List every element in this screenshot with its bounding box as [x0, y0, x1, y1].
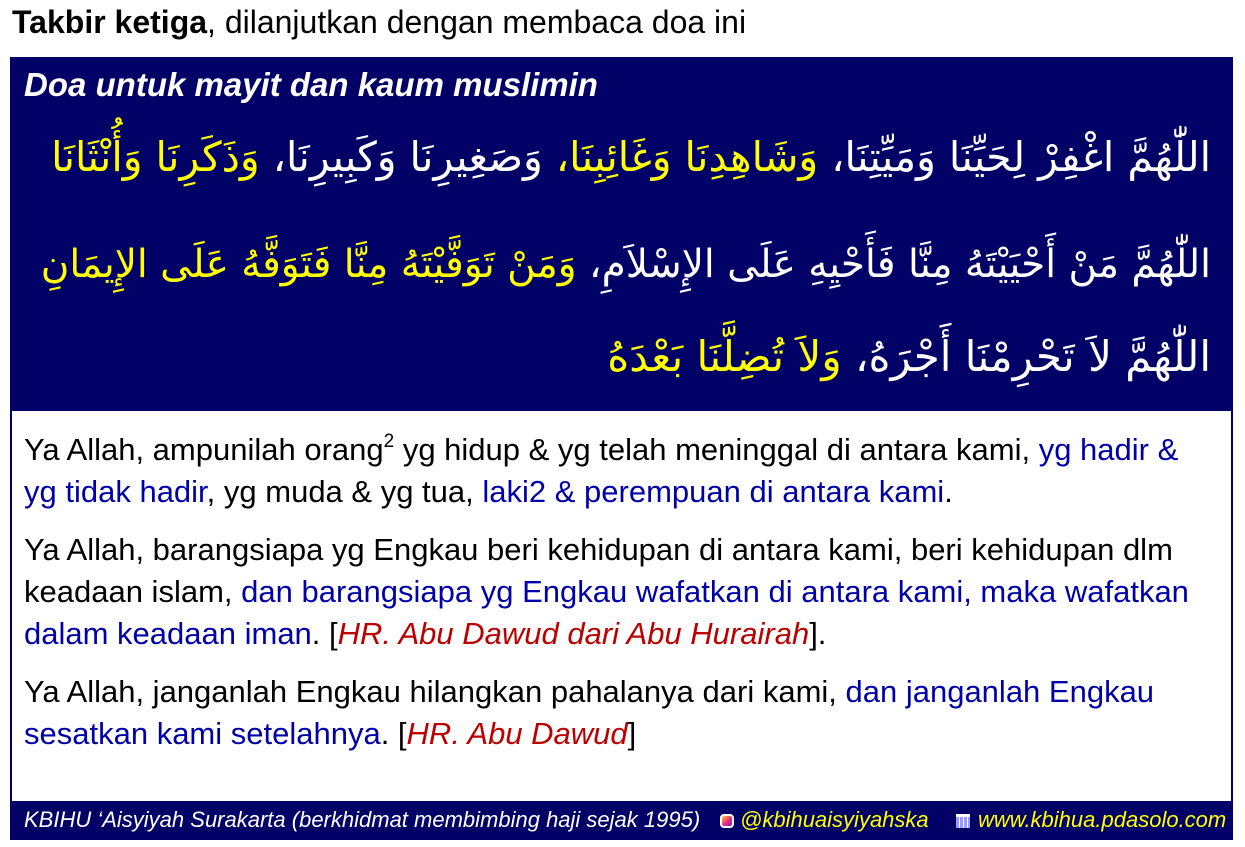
translation-paragraph-1 [24, 429, 1219, 513]
instagram-handle[interactable]: @kbihuaisyiyahska [740, 807, 929, 832]
arabic-segment-highlight: وَلاَ تُضِلَّنَا بَعْدَهُ [607, 332, 842, 381]
arabic-segment-highlight: وَشَاهِدِنَا وَغَائِبِنَا، [555, 133, 819, 181]
arabic-line-2 [41, 235, 1211, 295]
prayer-card [10, 57, 1233, 840]
footer-bar [12, 801, 1231, 838]
text-run: Ya Allah, barangsiapa yg Engkau beri kehidupan di antara kami, beri kehidupan dlm keadaan islam, [24, 532, 1173, 609]
arabic-panel [12, 59, 1231, 411]
text-run-highlight: yg hadir & yg tidak hadir [24, 432, 1179, 509]
arabic-segment: اللّٰهُمَّ مَنْ أَحْيَيْتَهُ مِنَّا فَأَحْيِهِ عَلَى الإِسْلاَمِ، [576, 242, 1211, 287]
footer-organization: KBIHU ‘Aisyiyah Surakarta (berkhidmat membimbing haji sejak 1995) [24, 807, 701, 832]
text-run: Ya Allah, janganlah Engkau hilangkan pahalanya dari kami, [24, 674, 846, 709]
translation-paragraph-3 [24, 671, 1219, 755]
arabic-segment-highlight: وَذَكَرِنَا وَأُنْثَانَا [51, 133, 260, 181]
text-run-highlight: dan janganlah Engkau sesatkan kami setelahnya [24, 674, 1155, 751]
text-run: Ya Allah, ampunilah orang [24, 432, 384, 467]
arabic-segment: وَصَغِيرِنَا وَكَبِيرِنَا، [259, 133, 556, 181]
citation: HR. Abu Dawud [406, 716, 628, 751]
website-link[interactable]: www.kbihua.pdasolo.com [978, 807, 1227, 832]
text-run: ]. [809, 616, 827, 651]
text-run: yg hidup & yg telah meninggal di antara kami, [394, 432, 1039, 467]
text-run: . [ [311, 616, 338, 651]
translation-block [24, 429, 1219, 771]
panel-title: Doa untuk mayit dan kaum muslimin [24, 66, 598, 103]
arabic-segment: اللّٰهُمَّ لاَ تَحْرِمْنَا أَجْرَهُ، [841, 332, 1211, 381]
arabic-line-3 [607, 327, 1211, 387]
footer-instagram[interactable] [720, 801, 929, 838]
superscript: 2 [383, 431, 395, 452]
text-run: . [ [380, 716, 407, 751]
text-run: ] [627, 716, 637, 751]
arabic-segment-highlight: وَمَنْ تَوَفَّيْتَهُ مِنَّا فَتَوَفَّهُ عَلَى الإِيمَانِ [40, 242, 577, 287]
citation: HR. Abu Dawud dari Abu Hurairah [337, 616, 810, 651]
text-run-highlight: dan barangsiapa yg Engkau wafatkan di antara kami, maka wafatkan dalam keadaan iman [24, 574, 1189, 651]
heading-bold: Takbir ketiga [12, 4, 208, 40]
web-icon [956, 814, 970, 828]
page-heading [12, 2, 746, 42]
arabic-line-1 [51, 127, 1211, 187]
text-run: . [944, 474, 953, 509]
instagram-icon [720, 814, 734, 828]
arabic-segment: اللّٰهُمَّ اغْفِرْ لِحَيِّنَا وَمَيِّتِنَا، [818, 133, 1211, 181]
text-run: , yg muda & yg tua, [206, 474, 483, 509]
footer-website[interactable] [956, 801, 1226, 838]
heading-rest: , dilanjutkan dengan membaca doa ini [207, 4, 747, 40]
translation-paragraph-2 [24, 529, 1219, 655]
text-run-highlight: laki2 & perempuan di antara kami [482, 474, 945, 509]
